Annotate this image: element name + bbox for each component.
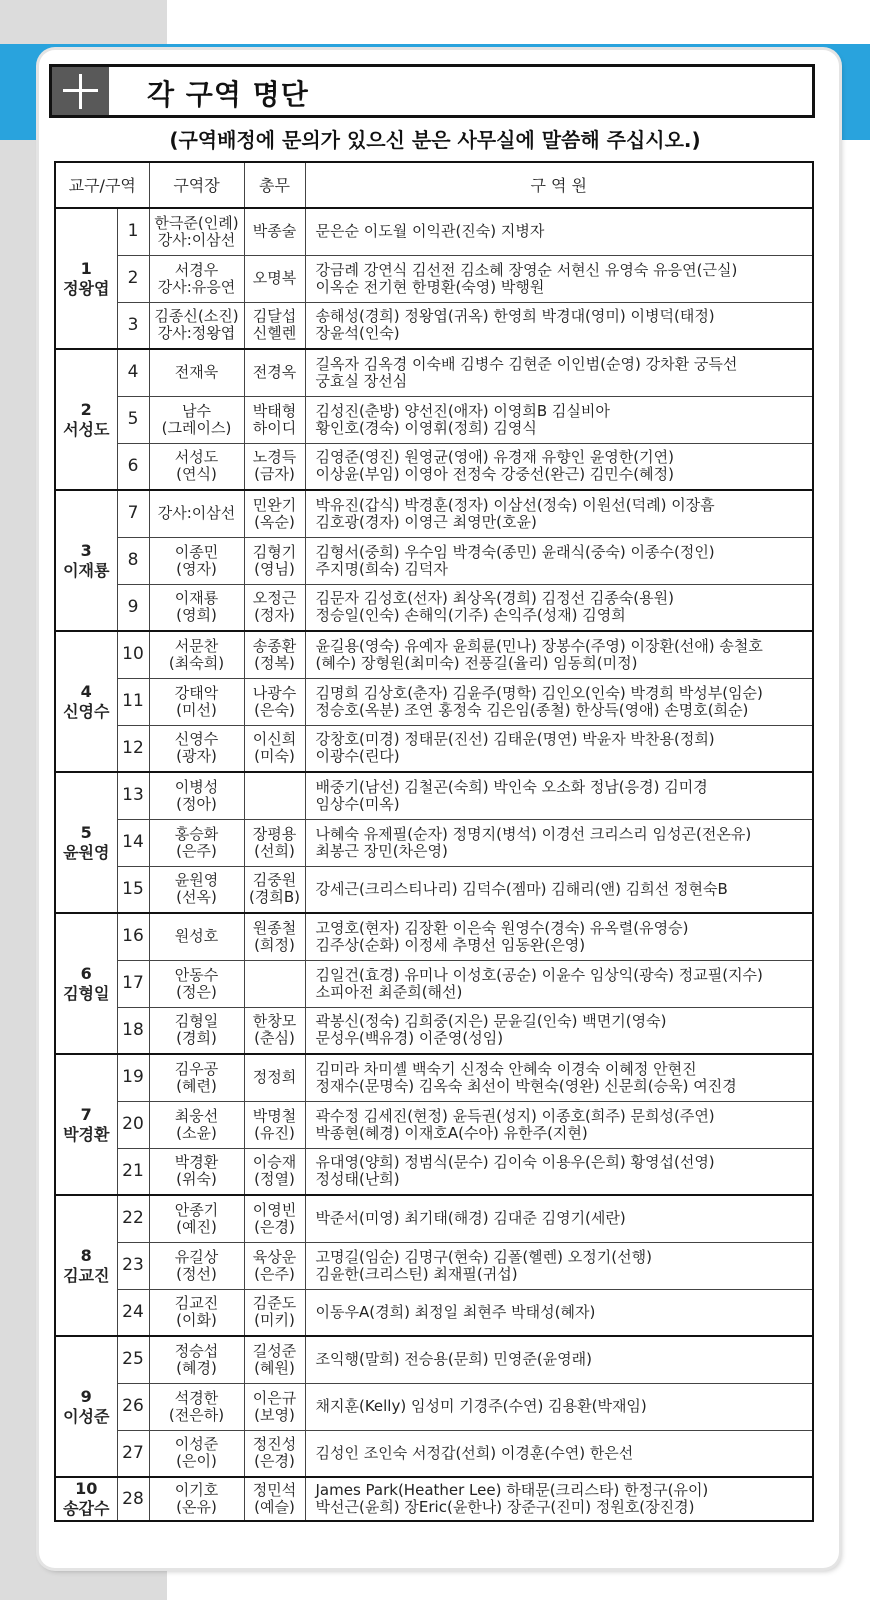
group-leader: 서성도 (연식): [149, 443, 244, 490]
group-secretary: 이은규 (보영): [244, 1383, 305, 1430]
group-secretary: 이승재 (정열): [244, 1148, 305, 1195]
group-number: 21: [117, 1148, 149, 1195]
group-secretary: 김중원 (경희B): [244, 866, 305, 913]
group-number: 3: [117, 302, 149, 349]
group-leader: 김형일 (경희): [149, 1007, 244, 1054]
group-leader: 안종기 (예진): [149, 1195, 244, 1242]
group-members: 강창호(미경) 정태문(진선) 김태운(명연) 박윤자 박찬용(정희) 이광수(린다): [305, 725, 813, 772]
table-row: [55, 1054, 813, 1101]
group-members: 이동우A(경희) 최정일 최현주 박태성(혜자): [305, 1289, 813, 1336]
group-leader: 서문찬 (최숙희): [149, 631, 244, 678]
group-members: 길옥자 김옥경 이숙배 김병수 김현준 이인범(순영) 강차환 궁득선 궁효실 장선심: [305, 349, 813, 396]
group-secretary: 한창모 (춘심): [244, 1007, 305, 1054]
group-number: 1: [117, 208, 149, 255]
table-row: [55, 725, 813, 772]
group-number: 2: [117, 255, 149, 302]
table-row: [55, 819, 813, 866]
table-row: [55, 772, 813, 819]
table-row: [55, 208, 813, 255]
group-leader: 강사:이삼선: [149, 490, 244, 537]
group-secretary: 이신희 (미숙): [244, 725, 305, 772]
group-leader: 원성호: [149, 913, 244, 960]
group-number: 12: [117, 725, 149, 772]
table-row: [55, 1289, 813, 1336]
group-secretary: 육상운 (은주): [244, 1242, 305, 1289]
group-leader: 유길상 (정선): [149, 1242, 244, 1289]
group-number: 27: [117, 1430, 149, 1477]
table-header-row: [55, 162, 813, 208]
group-members: 박유진(갑식) 박경훈(정자) 이삼선(정숙) 이원선(덕례) 이장흠 김호광(경자) 이영근 최영만(호윤): [305, 490, 813, 537]
district-label: 1 정왕엽: [55, 208, 117, 349]
group-number: 15: [117, 866, 149, 913]
group-number: 26: [117, 1383, 149, 1430]
table-row: [55, 678, 813, 725]
group-secretary: 박종술: [244, 208, 305, 255]
group-members: 김영준(영진) 원영균(영애) 유경재 유향인 윤영한(기연) 이상윤(부임) 이영아 전정숙 강중선(완근) 김민수(혜정): [305, 443, 813, 490]
group-secretary: 정민석 (예슬): [244, 1477, 305, 1521]
group-members: 김일건(효경) 유미나 이성호(공순) 이윤수 임상익(광숙) 정교필(지수) 소피아전 최준희(해선): [305, 960, 813, 1007]
group-number: 11: [117, 678, 149, 725]
group-leader: 이재룡 (영희): [149, 584, 244, 631]
group-number: 4: [117, 349, 149, 396]
group-leader: 강태악 (미선): [149, 678, 244, 725]
group-leader: 한극준(인례) 강사:이삼선: [149, 208, 244, 255]
section-title: 각 구역 명단: [147, 78, 309, 111]
district-label: 9 이성준: [55, 1336, 117, 1477]
group-secretary: 정정희: [244, 1054, 305, 1101]
group-number: 20: [117, 1101, 149, 1148]
group-secretary: 송종환 (정복): [244, 631, 305, 678]
group-number: 17: [117, 960, 149, 1007]
group-leader: 김우공 (혜련): [149, 1054, 244, 1101]
group-members: 배중기(남선) 김철곤(숙희) 박인숙 오소화 정남(응경) 김미경 임상수(미옥): [305, 772, 813, 819]
group-members: 곽수정 김세진(현정) 윤득권(성지) 이종호(희주) 문희성(주연) 박종현(혜경) 이재호A(수아) 유한주(지현): [305, 1101, 813, 1148]
group-secretary: 나광수 (은숙): [244, 678, 305, 725]
column-header-secretary: 총무: [244, 162, 305, 208]
group-leader: 서경우 강사:유응연: [149, 255, 244, 302]
group-leader: 이기호 (온유): [149, 1477, 244, 1521]
group-secretary: 전경옥: [244, 349, 305, 396]
group-number: 10: [117, 631, 149, 678]
group-number: 13: [117, 772, 149, 819]
group-number: 7: [117, 490, 149, 537]
roster-body: [55, 208, 813, 1521]
group-secretary: 김준도 (미키): [244, 1289, 305, 1336]
group-leader: 김교진 (이화): [149, 1289, 244, 1336]
group-leader: 이종민 (영자): [149, 537, 244, 584]
group-members: 강세근(크리스티나리) 김덕수(젬마) 김해리(앤) 김희선 정현숙B: [305, 866, 813, 913]
group-members: 김명희 김상호(춘자) 김윤주(명학) 김인오(인숙) 박경희 박성부(임순) 정승호(옥분) 조연 홍정숙 김은임(종철) 한상득(영애) 손명호(희순): [305, 678, 813, 725]
group-leader: 석경한 (전은하): [149, 1383, 244, 1430]
column-header-leader: 구역장: [149, 162, 244, 208]
table-row: [55, 443, 813, 490]
group-secretary: 민완기 (옥순): [244, 490, 305, 537]
district-label: 8 김교진: [55, 1195, 117, 1336]
group-number: 22: [117, 1195, 149, 1242]
group-members: 채지훈(Kelly) 임성미 기경주(수연) 김용환(박재임): [305, 1383, 813, 1430]
table-row: [55, 490, 813, 537]
district-label: 3 이재룡: [55, 490, 117, 631]
group-members: 나혜숙 유제필(순자) 정명지(병석) 이경선 크리스리 임성곤(전온유) 최봉근 장민(차은영): [305, 819, 813, 866]
table-row: [55, 960, 813, 1007]
group-leader: 신영수 (광자): [149, 725, 244, 772]
group-secretary: 이영빈 (은경): [244, 1195, 305, 1242]
district-label: 10 송갑수: [55, 1477, 117, 1521]
group-number: 19: [117, 1054, 149, 1101]
table-row: [55, 866, 813, 913]
group-members: James Park(Heather Lee) 하태문(크리스타) 한정구(유이) 박선근(윤희) 장Eric(윤한나) 장준구(진미) 정원호(장진경): [305, 1477, 813, 1521]
table-row: [55, 349, 813, 396]
table-row: [55, 1007, 813, 1054]
column-header-members: 구 역 원: [305, 162, 813, 208]
group-leader: 김종신(소진) 강사:정왕엽: [149, 302, 244, 349]
group-members: 박준서(미영) 최기태(해경) 김대준 김영기(세란): [305, 1195, 813, 1242]
table-row: [55, 1195, 813, 1242]
group-number: 16: [117, 913, 149, 960]
group-leader: 남수 (그레이스): [149, 396, 244, 443]
table-row: [55, 913, 813, 960]
table-row: [55, 1148, 813, 1195]
group-members: 김성진(춘방) 양선진(애자) 이영희B 김실비아 황인호(경숙) 이영휘(정희) 김영식: [305, 396, 813, 443]
district-label: 7 박경환: [55, 1054, 117, 1195]
group-members: 김성인 조인숙 서정갑(선희) 이경훈(수연) 한은선: [305, 1430, 813, 1477]
group-number: 18: [117, 1007, 149, 1054]
group-secretary: 장평용 (선희): [244, 819, 305, 866]
table-row: [55, 255, 813, 302]
group-leader: 윤원영 (선옥): [149, 866, 244, 913]
district-label: 5 윤원영: [55, 772, 117, 913]
table-row: [55, 1242, 813, 1289]
group-number: 14: [117, 819, 149, 866]
group-leader: 최웅선 (소윤): [149, 1101, 244, 1148]
table-row: [55, 1101, 813, 1148]
group-members: 윤길용(영숙) 유예자 윤희륜(민나) 장봉수(주영) 이장환(선애) 송철호 (혜수) 장형원(최미숙) 전풍길(율리) 임동희(미정): [305, 631, 813, 678]
group-secretary: [244, 960, 305, 1007]
district-label: 4 신영수: [55, 631, 117, 772]
group-secretary: 김달섭 신헬렌: [244, 302, 305, 349]
group-number: 6: [117, 443, 149, 490]
table-row: [55, 1383, 813, 1430]
group-number: 25: [117, 1336, 149, 1383]
group-number: 8: [117, 537, 149, 584]
group-secretary: 원종철 (희정): [244, 913, 305, 960]
group-leader: 전재욱: [149, 349, 244, 396]
table-row: [55, 1430, 813, 1477]
group-members: 유대영(양희) 정범식(문수) 김이숙 이용우(은희) 황영섭(선영) 정성태(난희): [305, 1148, 813, 1195]
table-row: [55, 1336, 813, 1383]
group-members: 김미라 차미셸 백숙기 신정숙 안혜숙 이경숙 이혜정 안현진 정재수(문명숙) 김옥숙 최선이 박현숙(영완) 신문희(승욱) 여진경: [305, 1054, 813, 1101]
group-number: 9: [117, 584, 149, 631]
group-secretary: 오정근 (정자): [244, 584, 305, 631]
group-secretary: 노경득 (금자): [244, 443, 305, 490]
group-members: 고명길(임순) 김명구(현숙) 김폴(헬렌) 오정기(선행) 김윤한(크리스틴) 최재필(귀섭): [305, 1242, 813, 1289]
group-leader: 정승섭 (혜경): [149, 1336, 244, 1383]
notice-subtitle: (구역배정에 문의가 있으신 분은 사무실에 말씀해 주십시오.): [169, 128, 701, 152]
column-header-district: 교구/구역: [55, 162, 149, 208]
table-row: [55, 631, 813, 678]
group-secretary: 오명복: [244, 255, 305, 302]
group-leader: 이성준 (은이): [149, 1430, 244, 1477]
district-label: 2 서성도: [55, 349, 117, 490]
group-members: 고영호(현자) 김장환 이은숙 원영수(경숙) 유옥렬(유영승) 김주상(순화) 이정세 추명선 임동완(은영): [305, 913, 813, 960]
plus-icon[interactable]: [52, 67, 109, 115]
table-row: [55, 537, 813, 584]
group-members: 김문자 김성호(선자) 최상옥(경희) 김정선 김종숙(용원) 정승일(인숙) 손해익(기주) 손익주(성재) 김영희: [305, 584, 813, 631]
table-row: [55, 302, 813, 349]
table-row: [55, 1477, 813, 1521]
group-leader: 박경환 (위숙): [149, 1148, 244, 1195]
group-secretary: 박명철 (유진): [244, 1101, 305, 1148]
district-roster-table: [54, 161, 814, 1522]
group-secretary: 김형기 (영님): [244, 537, 305, 584]
group-members: 조익행(말희) 전승용(문희) 민영준(윤영래): [305, 1336, 813, 1383]
group-secretary: 박태형 하이디: [244, 396, 305, 443]
group-secretary: [244, 772, 305, 819]
district-label: 6 김형일: [55, 913, 117, 1054]
group-leader: 홍승화 (은주): [149, 819, 244, 866]
group-number: 28: [117, 1477, 149, 1521]
group-number: 24: [117, 1289, 149, 1336]
group-number: 5: [117, 396, 149, 443]
table-row: [55, 584, 813, 631]
group-members: 문은순 이도월 이익관(진숙) 지병자: [305, 208, 813, 255]
group-number: 23: [117, 1242, 149, 1289]
table-row: [55, 396, 813, 443]
group-members: 곽봉신(정숙) 김희중(지은) 문윤길(인숙) 백면기(영숙) 문성우(백유경) 이준영(성임): [305, 1007, 813, 1054]
group-leader: 이병성 (정아): [149, 772, 244, 819]
group-members: 강금례 강연식 김선전 김소혜 장영순 서현신 유영숙 유응연(근실) 이옥순 전기현 한명환(숙영) 박행원: [305, 255, 813, 302]
group-leader: 안동수 (정은): [149, 960, 244, 1007]
group-secretary: 길성준 (혜원): [244, 1336, 305, 1383]
group-members: 송해성(경희) 정왕엽(귀옥) 한영희 박경대(영미) 이병덕(태정) 장윤석(인숙): [305, 302, 813, 349]
group-members: 김형서(중희) 우수임 박경숙(종민) 윤래식(중숙) 이종수(정인) 주지명(희숙) 김덕자: [305, 537, 813, 584]
group-secretary: 정진성 (은경): [244, 1430, 305, 1477]
section-header: [49, 64, 815, 118]
